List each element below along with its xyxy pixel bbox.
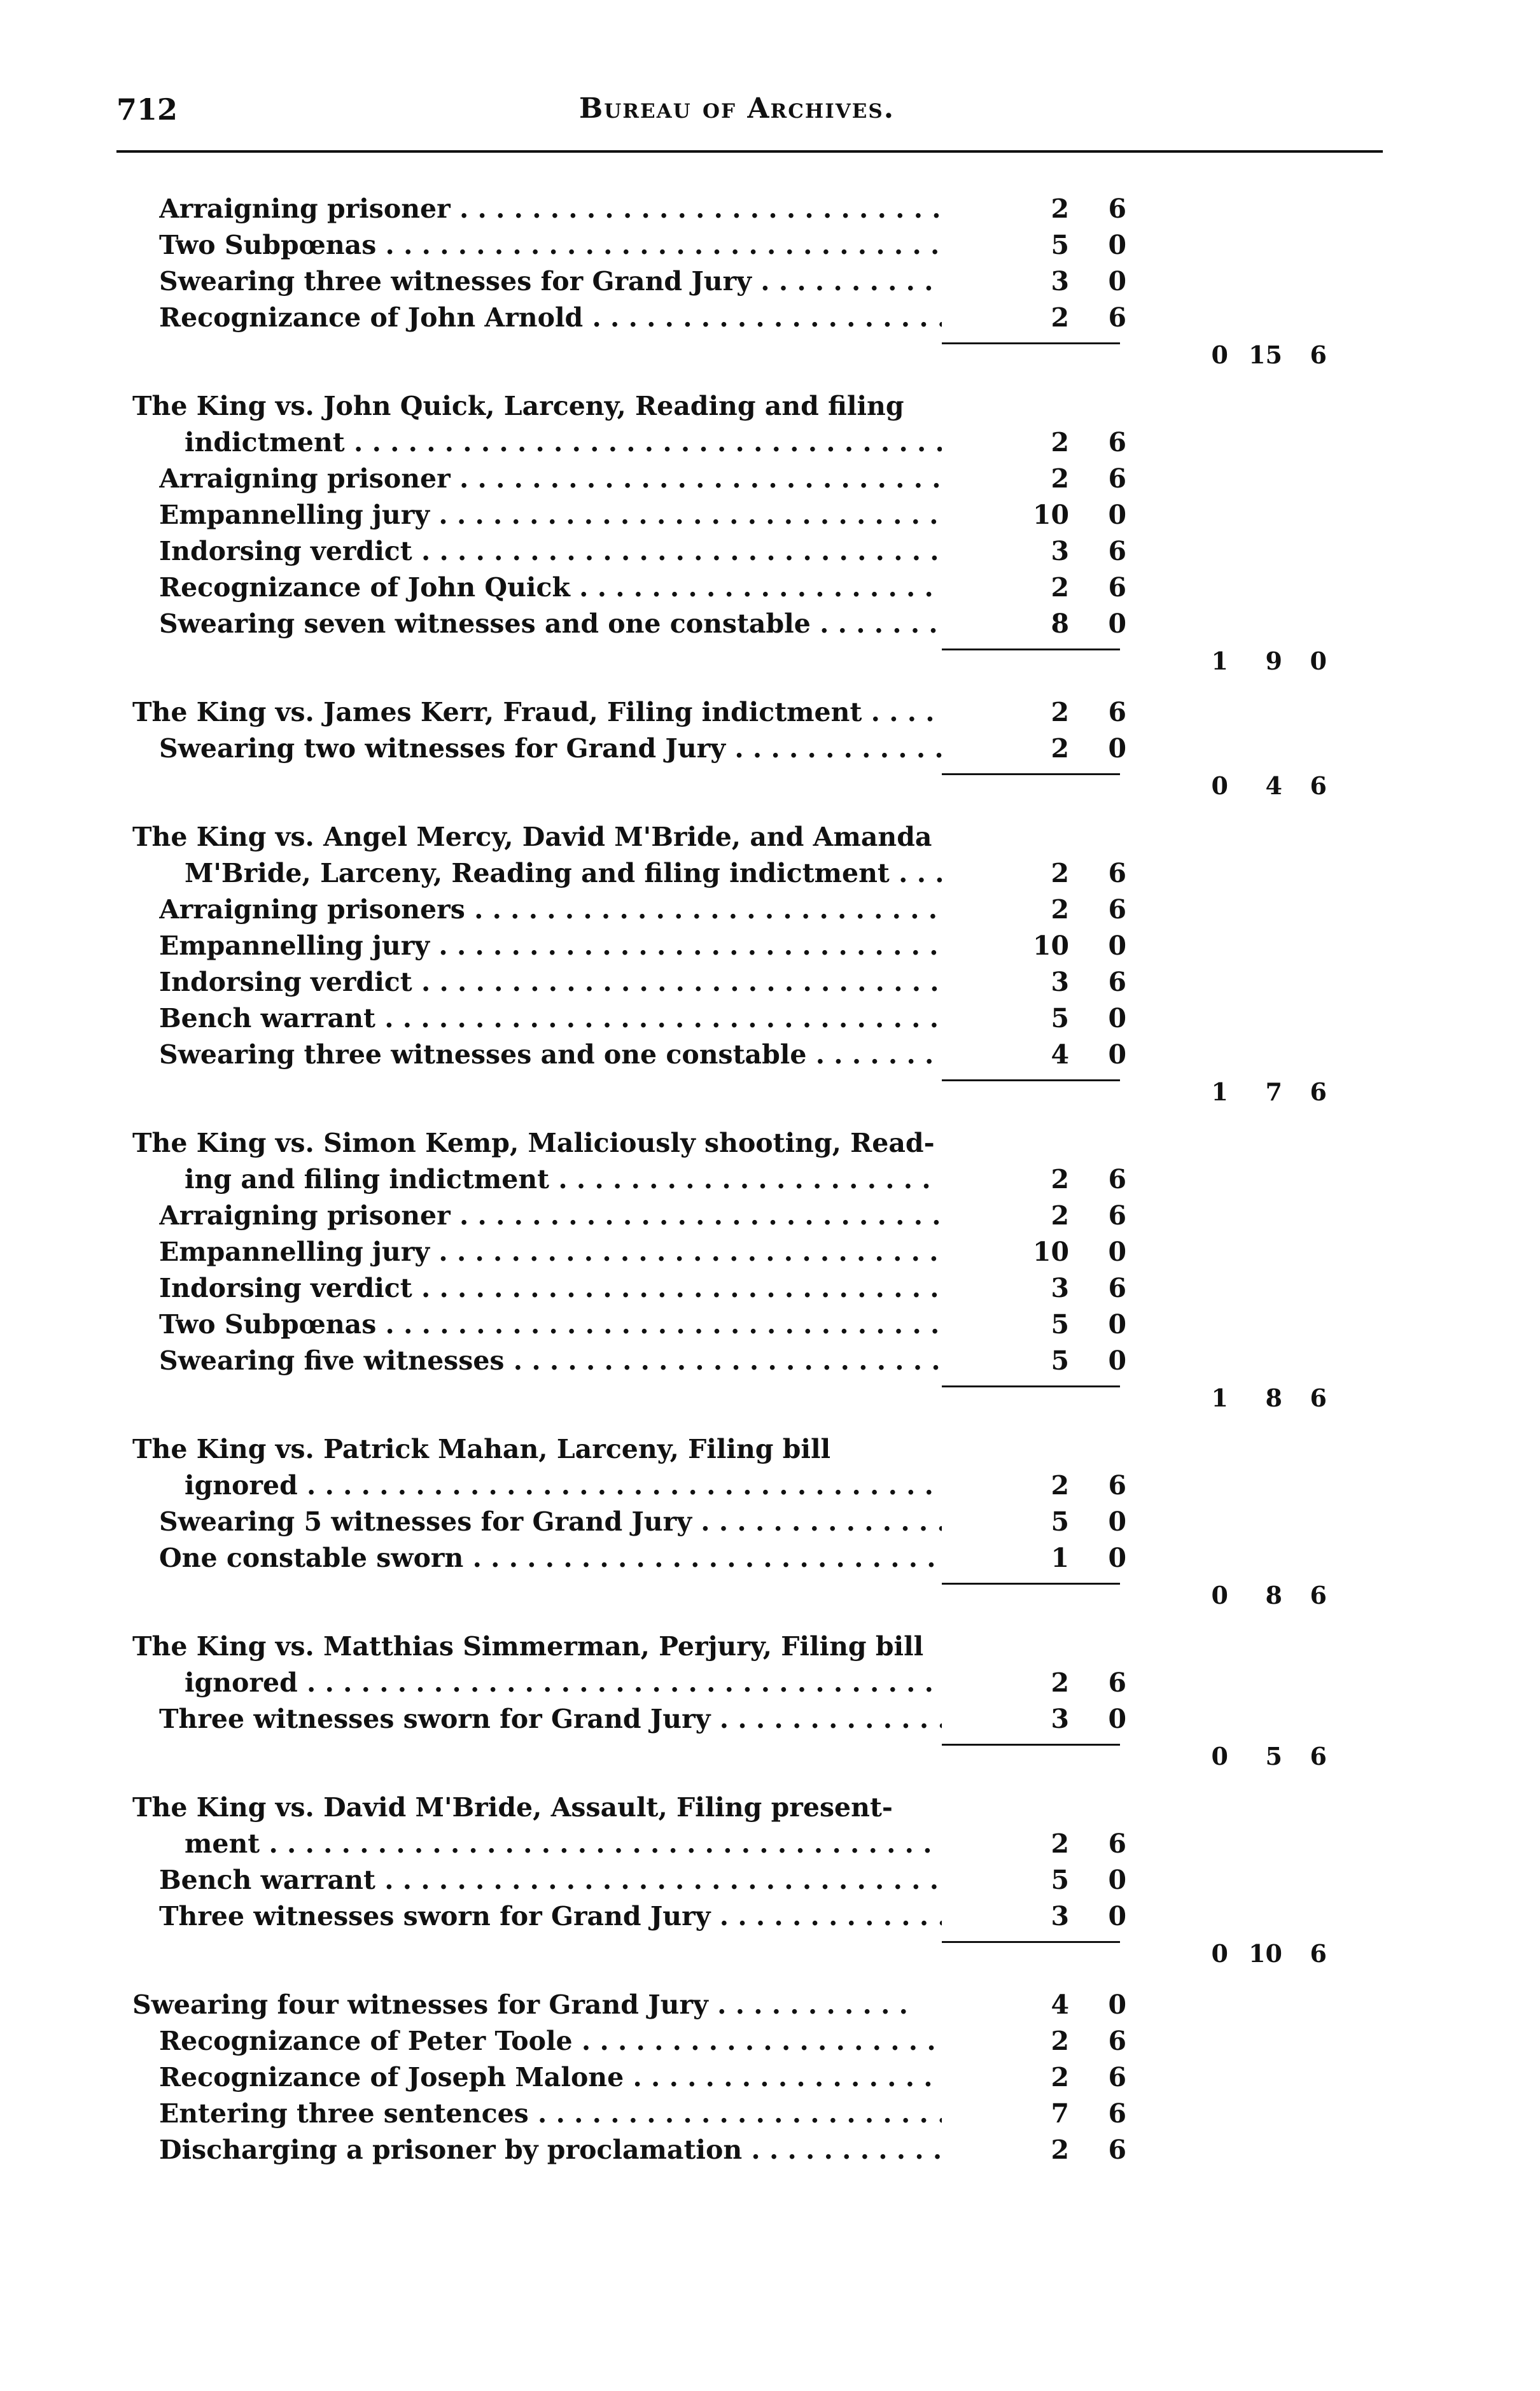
pence-value: 0 [1108, 1309, 1126, 1340]
shillings-total: 8 [1265, 1581, 1282, 1609]
line-text: ment [185, 1828, 260, 1859]
pounds-total: 1 [1211, 1384, 1228, 1412]
pence-value: 0 [1108, 1039, 1126, 1070]
line-text: Arraigning prisoners [159, 894, 465, 925]
pence-value: 6 [1108, 427, 1126, 458]
shillings-total: 9 [1265, 647, 1282, 675]
shillings-value: 2 [1051, 302, 1069, 333]
shillings-value: 3 [1051, 266, 1069, 297]
pence-value: 6 [1108, 1273, 1126, 1303]
ledger-line [0, 892, 1540, 928]
line-label [132, 1125, 944, 1161]
ledger-line [0, 1431, 1540, 1468]
ledger-line [0, 533, 1540, 570]
pence-value: 0 [1108, 1901, 1126, 1932]
ledger-line [0, 570, 1540, 606]
pence-value: 0 [1108, 230, 1126, 260]
line-text: Empannelling jury [159, 930, 430, 961]
ledger-line [0, 1898, 1540, 1935]
line-label [159, 263, 942, 300]
line-label [159, 497, 942, 533]
pence-value: 0 [1108, 1506, 1126, 1537]
pence-total: 6 [1310, 1384, 1327, 1412]
line-text: Swearing four witnesses for Grand Jury [132, 1989, 708, 2020]
pence-value: 0 [1108, 1989, 1126, 2020]
pence-value: 6 [1108, 2062, 1126, 2093]
pence-value: 6 [1108, 572, 1126, 603]
shillings-value: 2 [1051, 463, 1069, 494]
shillings-value: 3 [1051, 1273, 1069, 1303]
pence-value: 0 [1108, 733, 1126, 764]
total-rule [942, 1079, 1120, 1081]
pence-value: 6 [1108, 2026, 1126, 2056]
ledger-line [0, 1665, 1540, 1701]
line-text: Swearing five witnesses [159, 1345, 505, 1376]
line-text: Empannelling jury [159, 500, 430, 530]
group-gap [0, 374, 1540, 388]
line-label [159, 731, 942, 767]
ledger-line [0, 191, 1540, 227]
ledger-line [0, 227, 1540, 263]
line-text: One constable sworn [159, 1543, 464, 1573]
line-label [159, 2023, 942, 2059]
line-label [159, 2132, 942, 2168]
pence-value: 6 [1108, 2098, 1126, 2129]
line-text: Two Subpœnas [159, 230, 377, 260]
ledger-line [0, 2132, 1540, 2168]
pounds-total: 0 [1211, 771, 1228, 800]
line-label [159, 1898, 942, 1935]
line-text: Arraigning prisoner [159, 193, 451, 224]
shillings-value: 2 [1051, 1667, 1069, 1698]
line-text: Empannelling jury [159, 1237, 430, 1267]
pence-value: 6 [1108, 463, 1126, 494]
pence-value: 6 [1108, 697, 1126, 727]
line-text: The King vs. Simon Kemp, Maliciously shooting, Read- [132, 1128, 935, 1158]
line-label [159, 1234, 942, 1270]
group-total [0, 1073, 1540, 1111]
line-label [159, 570, 942, 606]
ledger-line [0, 964, 1540, 1000]
pence-value: 0 [1108, 930, 1126, 961]
running-title: Bureau of Archives. [579, 92, 895, 125]
line-label [159, 1504, 942, 1540]
shillings-value: 2 [1051, 697, 1069, 727]
group-gap [0, 805, 1540, 819]
ledger-line [0, 1161, 1540, 1198]
fee-ledger [0, 191, 1540, 2168]
group-gap [0, 1776, 1540, 1790]
ledger-line [0, 1307, 1540, 1343]
ledger-line [0, 1987, 1540, 2023]
line-text: M'Bride, Larceny, Reading and filing indictment [185, 858, 890, 888]
shillings-value: 3 [1051, 1901, 1069, 1932]
line-text: Indorsing verdict [159, 536, 412, 566]
shillings-value: 5 [1051, 1506, 1069, 1537]
shillings-value: 2 [1051, 733, 1069, 764]
pence-value: 0 [1108, 1704, 1126, 1734]
line-text: ignored [185, 1470, 298, 1501]
total-rule [942, 1941, 1120, 1943]
shillings-value: 10 [1032, 500, 1069, 530]
pounds-total: 0 [1211, 1742, 1228, 1770]
pence-value: 6 [1108, 1828, 1126, 1859]
group-total [0, 642, 1540, 680]
line-label [159, 533, 942, 570]
pence-value: 6 [1108, 1667, 1126, 1698]
shillings-value: 2 [1051, 572, 1069, 603]
line-label [132, 1431, 944, 1468]
ledger-line [0, 694, 1540, 731]
total-rule [942, 1744, 1120, 1746]
pence-value: 6 [1108, 1470, 1126, 1501]
ledger-line [0, 928, 1540, 964]
group-gap [0, 1417, 1540, 1431]
line-label [159, 928, 942, 964]
ledger-line [0, 1826, 1540, 1862]
line-text: ing and filing indictment [185, 1164, 550, 1195]
group-total [0, 1737, 1540, 1776]
ledger-line [0, 461, 1540, 497]
ledger-line [0, 731, 1540, 767]
pence-value: 0 [1108, 500, 1126, 530]
ledger-line [0, 1270, 1540, 1307]
shillings-value: 2 [1051, 1470, 1069, 1501]
page-number: 712 [116, 92, 178, 127]
shillings-value: 5 [1051, 1309, 1069, 1340]
line-text: The King vs. Angel Mercy, David M'Bride, and Amanda [132, 822, 932, 852]
pence-total: 6 [1310, 340, 1327, 369]
pence-value: 0 [1108, 1345, 1126, 1376]
line-text: The King vs. David M'Bride, Assault, Filing present- [132, 1792, 893, 1823]
header-rule [116, 150, 1383, 153]
ledger-line [0, 1198, 1540, 1234]
line-label [159, 1343, 942, 1379]
ledger-line [0, 855, 1540, 892]
line-label [185, 1468, 942, 1504]
pence-value: 0 [1108, 1865, 1126, 1895]
ledger-line [0, 1037, 1540, 1073]
total-rule [942, 342, 1120, 344]
shillings-value: 3 [1051, 1704, 1069, 1734]
line-text: Arraigning prisoner [159, 463, 451, 494]
line-text: The King vs. Matthias Simmerman, Perjury, Filing bill [132, 1631, 924, 1662]
pence-value: 0 [1108, 1237, 1126, 1267]
line-text: Recognizance of John Arnold [159, 302, 584, 333]
ledger-line [0, 424, 1540, 461]
line-label [159, 964, 942, 1000]
ledger-line [0, 263, 1540, 300]
pence-value: 0 [1108, 1003, 1126, 1034]
line-label [159, 1862, 942, 1898]
line-label [159, 227, 942, 263]
pounds-total: 1 [1211, 1077, 1228, 1106]
shillings-value: 2 [1051, 858, 1069, 888]
ledger-line [0, 1701, 1540, 1737]
pence-total: 6 [1310, 771, 1327, 800]
pence-value: 0 [1108, 608, 1126, 639]
shillings-value: 3 [1051, 967, 1069, 997]
pence-value: 6 [1108, 302, 1126, 333]
line-text: Bench warrant [159, 1003, 375, 1034]
group-gap [0, 680, 1540, 694]
line-text: Recognizance of John Quick [159, 572, 570, 603]
shillings-value: 1 [1051, 1543, 1069, 1573]
shillings-total: 7 [1265, 1077, 1282, 1106]
line-label [159, 892, 942, 928]
line-text: Indorsing verdict [159, 967, 412, 997]
line-label [132, 819, 944, 855]
pence-value: 6 [1108, 858, 1126, 888]
line-label [132, 388, 944, 424]
group-total [0, 1935, 1540, 1973]
line-label [185, 855, 942, 892]
shillings-total: 15 [1249, 340, 1282, 369]
shillings-value: 7 [1051, 2098, 1069, 2129]
ledger-line [0, 1343, 1540, 1379]
pence-value: 0 [1108, 266, 1126, 297]
pounds-total: 0 [1211, 340, 1228, 369]
shillings-value: 2 [1051, 427, 1069, 458]
shillings-value: 5 [1051, 1345, 1069, 1376]
ledger-line [0, 1540, 1540, 1576]
line-text: Swearing two witnesses for Grand Jury [159, 733, 726, 764]
line-label [159, 1198, 942, 1234]
shillings-total: 8 [1265, 1384, 1282, 1412]
group-gap [0, 1973, 1540, 1987]
line-label [159, 1540, 942, 1576]
line-label [159, 1000, 942, 1037]
pence-total: 6 [1310, 1581, 1327, 1609]
ledger-line [0, 300, 1540, 336]
group-gap [0, 1615, 1540, 1629]
line-text: Bench warrant [159, 1865, 375, 1895]
ledger-line [0, 1629, 1540, 1665]
line-label [159, 2059, 942, 2096]
line-label [185, 424, 942, 461]
line-label [159, 1307, 942, 1343]
line-label [185, 1161, 942, 1198]
line-label [132, 1790, 944, 1826]
ledger-line [0, 606, 1540, 642]
line-text: The King vs. John Quick, Larceny, Reading and filing [132, 391, 904, 421]
ledger-line [0, 819, 1540, 855]
group-total [0, 336, 1540, 374]
pence-total: 0 [1310, 647, 1327, 675]
total-rule [942, 773, 1120, 775]
ledger-line [0, 1790, 1540, 1826]
pounds-total: 0 [1211, 1581, 1228, 1609]
shillings-value: 8 [1051, 608, 1069, 639]
line-text: The King vs. Patrick Mahan, Larceny, Filing bill [132, 1434, 831, 1464]
line-text: Swearing three witnesses for Grand Jury [159, 266, 752, 297]
pence-total: 6 [1310, 1742, 1327, 1770]
shillings-value: 2 [1051, 1828, 1069, 1859]
line-label [159, 461, 942, 497]
line-label [185, 1665, 942, 1701]
group-total [0, 767, 1540, 805]
pence-value: 6 [1108, 1164, 1126, 1195]
line-label [185, 1826, 942, 1862]
line-text: Three witnesses sworn for Grand Jury [159, 1901, 711, 1932]
shillings-value: 2 [1051, 193, 1069, 224]
ledger-line [0, 1125, 1540, 1161]
pounds-total: 0 [1211, 1939, 1228, 1968]
shillings-value: 2 [1051, 2026, 1069, 2056]
pence-total: 6 [1310, 1077, 1327, 1106]
line-text: Swearing seven witnesses and one constable [159, 608, 811, 639]
line-text: ignored [185, 1667, 298, 1698]
ledger-line [0, 388, 1540, 424]
total-rule [942, 1385, 1120, 1387]
shillings-value: 2 [1051, 894, 1069, 925]
shillings-value: 5 [1051, 1865, 1069, 1895]
line-text: Two Subpœnas [159, 1309, 377, 1340]
ledger-line [0, 2059, 1540, 2096]
total-rule [942, 649, 1120, 650]
line-label [132, 1629, 944, 1665]
total-rule [942, 1583, 1120, 1585]
line-label [159, 1037, 942, 1073]
ledger-line [0, 1234, 1540, 1270]
line-text: indictment [185, 427, 345, 458]
pounds-total: 1 [1211, 647, 1228, 675]
line-label [159, 191, 942, 227]
ledger-line [0, 2096, 1540, 2132]
ledger-line [0, 1000, 1540, 1037]
line-text: Entering three sentences [159, 2098, 529, 2129]
shillings-total: 5 [1265, 1742, 1282, 1770]
line-text: Arraigning prisoner [159, 1200, 451, 1231]
shillings-value: 5 [1051, 1003, 1069, 1034]
shillings-value: 2 [1051, 2135, 1069, 2165]
pence-value: 6 [1108, 894, 1126, 925]
shillings-value: 2 [1051, 2062, 1069, 2093]
pence-value: 6 [1108, 967, 1126, 997]
line-text: Recognizance of Joseph Malone [159, 2062, 624, 2093]
line-text: Recognizance of Peter Toole [159, 2026, 573, 2056]
ledger-line [0, 1504, 1540, 1540]
pence-value: 0 [1108, 1543, 1126, 1573]
ledger-line [0, 497, 1540, 533]
line-label [159, 300, 942, 336]
pence-total: 6 [1310, 1939, 1327, 1968]
line-text: Indorsing verdict [159, 1273, 412, 1303]
shillings-total: 10 [1249, 1939, 1282, 1968]
line-label [132, 694, 944, 731]
shillings-value: 4 [1051, 1989, 1069, 2020]
shillings-value: 4 [1051, 1039, 1069, 1070]
shillings-value: 3 [1051, 536, 1069, 566]
shillings-value: 10 [1032, 930, 1069, 961]
shillings-value: 2 [1051, 1200, 1069, 1231]
ledger-line [0, 1468, 1540, 1504]
shillings-value: 2 [1051, 1164, 1069, 1195]
line-text: Swearing 5 witnesses for Grand Jury [159, 1506, 692, 1537]
line-text: Three witnesses sworn for Grand Jury [159, 1704, 711, 1734]
shillings-value: 5 [1051, 230, 1069, 260]
line-label [159, 1701, 942, 1737]
line-text: The King vs. James Kerr, Fraud, Filing indictment [132, 697, 862, 727]
ledger-line [0, 1862, 1540, 1898]
line-label [159, 1270, 942, 1307]
pence-value: 6 [1108, 536, 1126, 566]
line-label [159, 606, 942, 642]
pence-value: 6 [1108, 2135, 1126, 2165]
ledger-line [0, 2023, 1540, 2059]
shillings-total: 4 [1265, 771, 1282, 800]
group-gap [0, 1111, 1540, 1125]
pence-value: 6 [1108, 193, 1126, 224]
shillings-value: 10 [1032, 1237, 1069, 1267]
line-text: Swearing three witnesses and one constable [159, 1039, 807, 1070]
line-label [132, 1987, 915, 2023]
group-total [0, 1576, 1540, 1615]
line-text: Discharging a prisoner by proclamation [159, 2135, 743, 2165]
line-label [159, 2096, 942, 2132]
pence-value: 6 [1108, 1200, 1126, 1231]
group-total [0, 1379, 1540, 1417]
